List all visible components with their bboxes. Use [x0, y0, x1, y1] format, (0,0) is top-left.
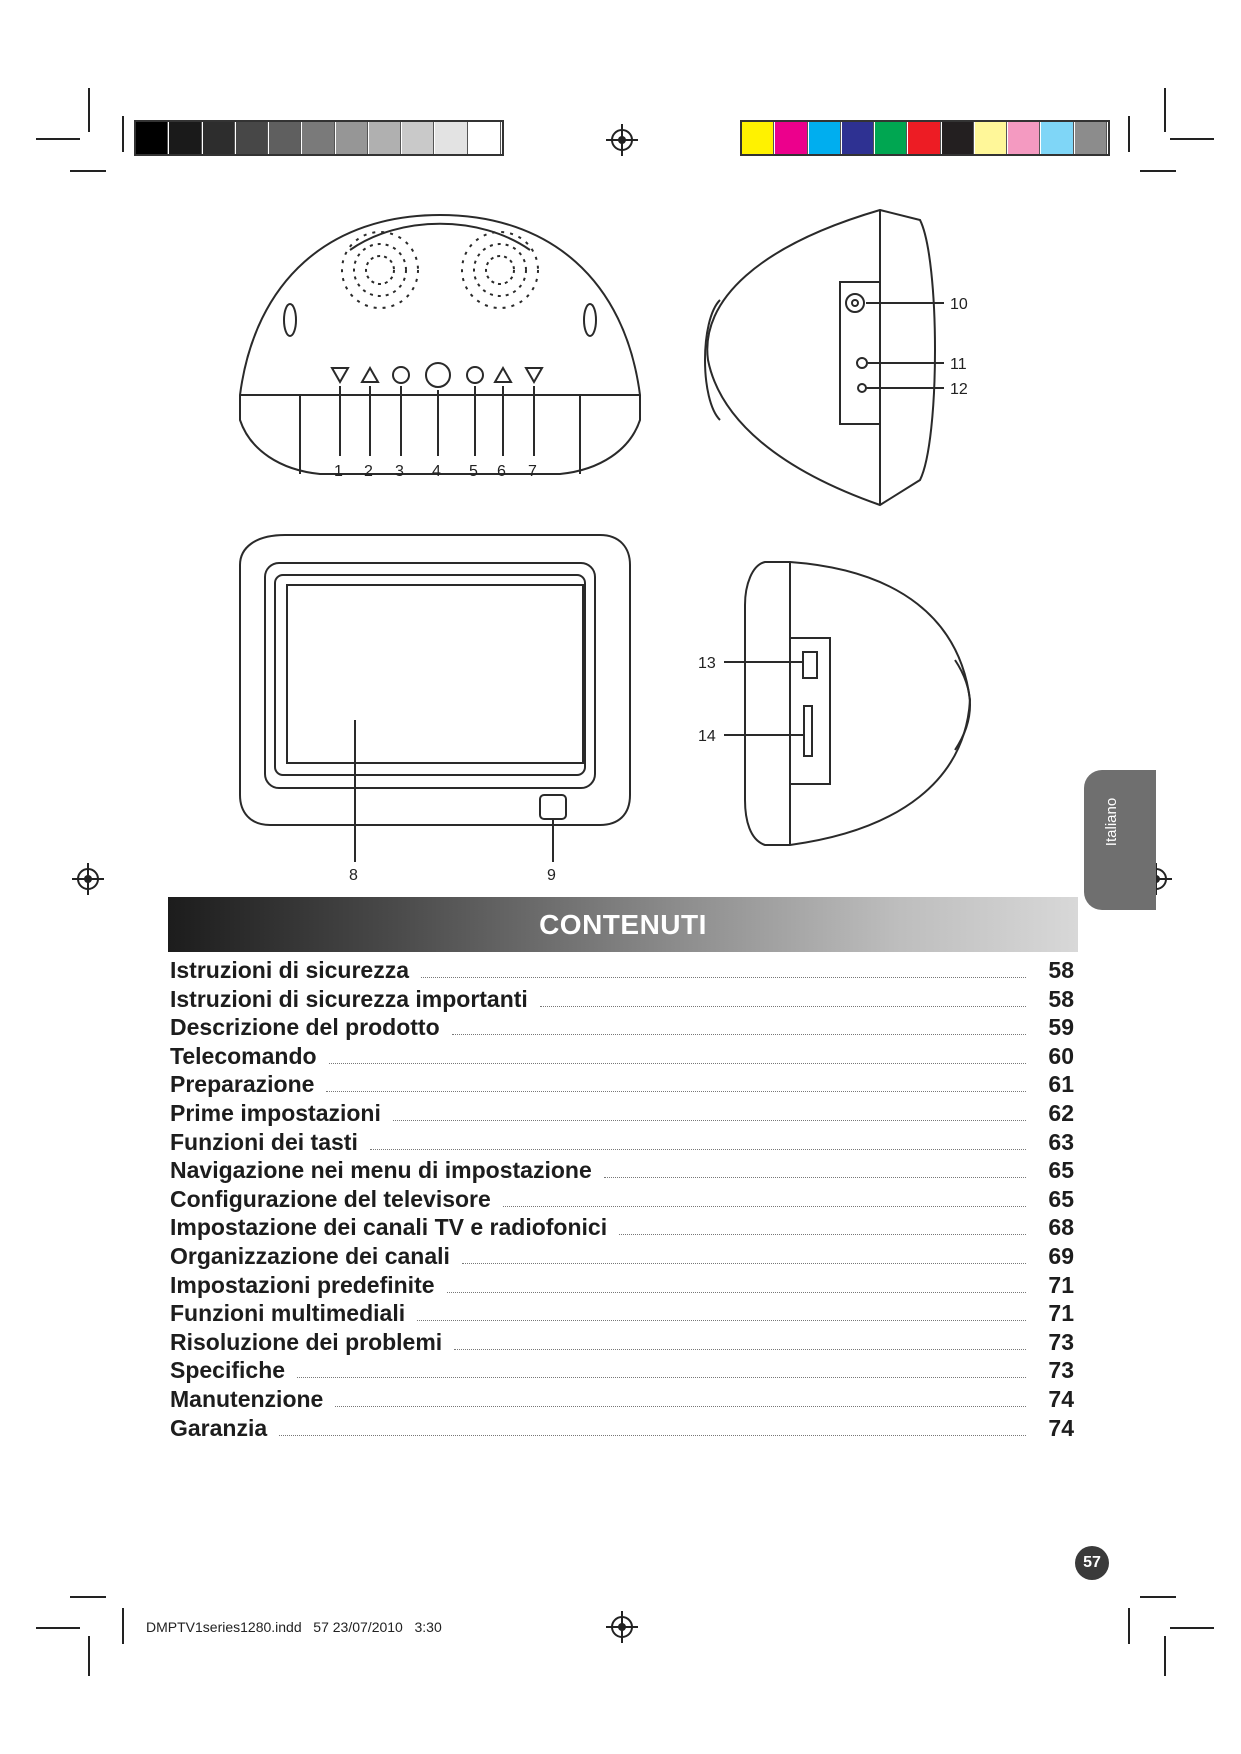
toc-entry-title: Preparazione — [170, 1071, 315, 1098]
toc-entry-title: Specifiche — [170, 1357, 286, 1384]
toc-entry[interactable] — [170, 956, 1074, 984]
contents-banner — [168, 897, 1078, 952]
toc-dot-leader — [447, 1291, 1026, 1293]
crop-mark — [1164, 1636, 1166, 1676]
callout-7: 7 — [528, 463, 537, 480]
toc-entry[interactable] — [170, 1070, 1074, 1098]
toc-entry[interactable] — [170, 1213, 1074, 1241]
toc-entry-title: Configurazione del televisore — [170, 1185, 491, 1212]
language-tab-label: Italiano — [1103, 797, 1120, 847]
toc-entry-title: Impostazione dei canali TV e radiofonici — [170, 1214, 608, 1241]
toc-entry-page: 65 — [1048, 1185, 1074, 1212]
callout-12: 12 — [950, 381, 968, 398]
toc-entry-page: 73 — [1048, 1328, 1074, 1355]
toc-entry-page: 74 — [1048, 1414, 1074, 1441]
toc-entry-title: Garanzia — [170, 1414, 268, 1441]
toc-entry-title: Istruzioni di sicurezza importanti — [170, 985, 528, 1012]
toc-entry[interactable] — [170, 1099, 1074, 1127]
toc-entry-page: 61 — [1048, 1071, 1074, 1098]
toc-entry-title: Funzioni multimediali — [170, 1300, 406, 1327]
crop-mark — [88, 1636, 90, 1676]
callout-10: 10 — [950, 296, 968, 313]
callout-2: 2 — [364, 463, 373, 480]
toc-entry-title: Risoluzione dei problemi — [170, 1328, 443, 1355]
toc-entry[interactable] — [170, 1414, 1074, 1442]
toc-entry-title: Organizzazione dei canali — [170, 1243, 450, 1269]
toc-entry-title: Navigazione nei menu di impostazione — [170, 1157, 592, 1184]
toc-dot-leader — [417, 1319, 1026, 1321]
toc-entry-page: 60 — [1048, 1042, 1074, 1069]
toc-dot-leader — [454, 1348, 1026, 1350]
toc-entry[interactable] — [170, 1013, 1074, 1041]
toc-dot-leader — [462, 1262, 1026, 1264]
toc-entry-page: 62 — [1048, 1100, 1074, 1126]
toc-entry[interactable] — [170, 1356, 1074, 1384]
toc-entry[interactable] — [170, 1242, 1074, 1270]
toc-entry[interactable] — [170, 1042, 1074, 1070]
callout-6: 6 — [497, 463, 506, 480]
toc-dot-leader — [370, 1148, 1026, 1150]
toc-dot-leader — [326, 1090, 1026, 1092]
toc-entry-page: 63 — [1048, 1128, 1074, 1155]
toc-entry-page: 69 — [1048, 1243, 1074, 1269]
toc-entry-title: Funzioni dei tasti — [170, 1128, 358, 1155]
toc-entry-page: 58 — [1048, 957, 1074, 983]
toc-dot-leader — [335, 1405, 1026, 1407]
crop-mark — [36, 1627, 80, 1629]
second-side-view-body — [745, 562, 970, 845]
toc-entry-title: Telecomando — [170, 1042, 317, 1069]
toc-dot-leader — [619, 1233, 1026, 1235]
toc-entry-title: Descrizione del prodotto — [170, 1014, 440, 1041]
crop-mark — [1128, 1608, 1130, 1644]
crop-mark — [122, 1608, 124, 1644]
toc-entry-title: Prime impostazioni — [170, 1100, 381, 1126]
toc-entry-page: 58 — [1048, 985, 1074, 1012]
callout-4: 4 — [432, 463, 441, 480]
callout-5: 5 — [469, 463, 478, 480]
contents-heading: CONTENUTI — [539, 909, 707, 940]
toc-entry-page: 71 — [1048, 1271, 1074, 1298]
toc-dot-leader — [393, 1119, 1026, 1121]
callout-13: 13 — [698, 655, 716, 672]
crop-mark — [1140, 1596, 1176, 1598]
toc-entry[interactable] — [170, 1385, 1074, 1413]
toc-entry-page: 71 — [1048, 1300, 1074, 1327]
callout-11: 11 — [950, 356, 967, 373]
registration-mark-icon — [606, 1611, 638, 1643]
toc-entry-page: 68 — [1048, 1214, 1074, 1241]
toc-entry[interactable] — [170, 1271, 1074, 1299]
toc-entry[interactable] — [170, 1328, 1074, 1356]
callout-14: 14 — [698, 728, 716, 745]
toc-entry[interactable] — [170, 985, 1074, 1013]
toc-entry[interactable] — [170, 1185, 1074, 1213]
toc-entry-page: 65 — [1048, 1157, 1074, 1184]
toc-entry-page: 59 — [1048, 1014, 1074, 1041]
callout-1: 1 — [334, 463, 343, 480]
callout-9: 9 — [547, 867, 556, 884]
crop-mark — [1170, 1627, 1214, 1629]
toc-dot-leader — [279, 1434, 1026, 1436]
toc-entry-page: 73 — [1048, 1357, 1074, 1384]
callout-8: 8 — [349, 867, 358, 884]
toc-dot-leader — [604, 1176, 1026, 1178]
toc-dot-leader — [540, 1005, 1026, 1007]
toc-entry[interactable] — [170, 1156, 1074, 1184]
toc-dot-leader — [452, 1033, 1026, 1035]
toc-entry-title: Istruzioni di sicurezza — [170, 957, 409, 983]
page-number-badge: 57 — [1075, 1546, 1109, 1580]
toc-entry-title: Impostazioni predefinite — [170, 1271, 435, 1298]
toc-entry[interactable] — [170, 1299, 1074, 1327]
file-info-footer: DMPTV1series1280.indd 57 23/07/2010 3:30 — [146, 1619, 442, 1635]
toc-dot-leader — [421, 976, 1026, 978]
front-view-body — [240, 535, 630, 825]
callout-3: 3 — [395, 463, 404, 480]
crop-mark — [70, 1596, 106, 1598]
toc-dot-leader — [297, 1376, 1026, 1378]
side-view-body — [707, 210, 935, 505]
toc-entry-page: 74 — [1048, 1386, 1074, 1412]
toc-dot-leader — [503, 1205, 1026, 1207]
toc-entry[interactable] — [170, 1128, 1074, 1156]
toc-entry-title: Manutenzione — [170, 1386, 324, 1412]
toc-dot-leader — [329, 1062, 1026, 1064]
